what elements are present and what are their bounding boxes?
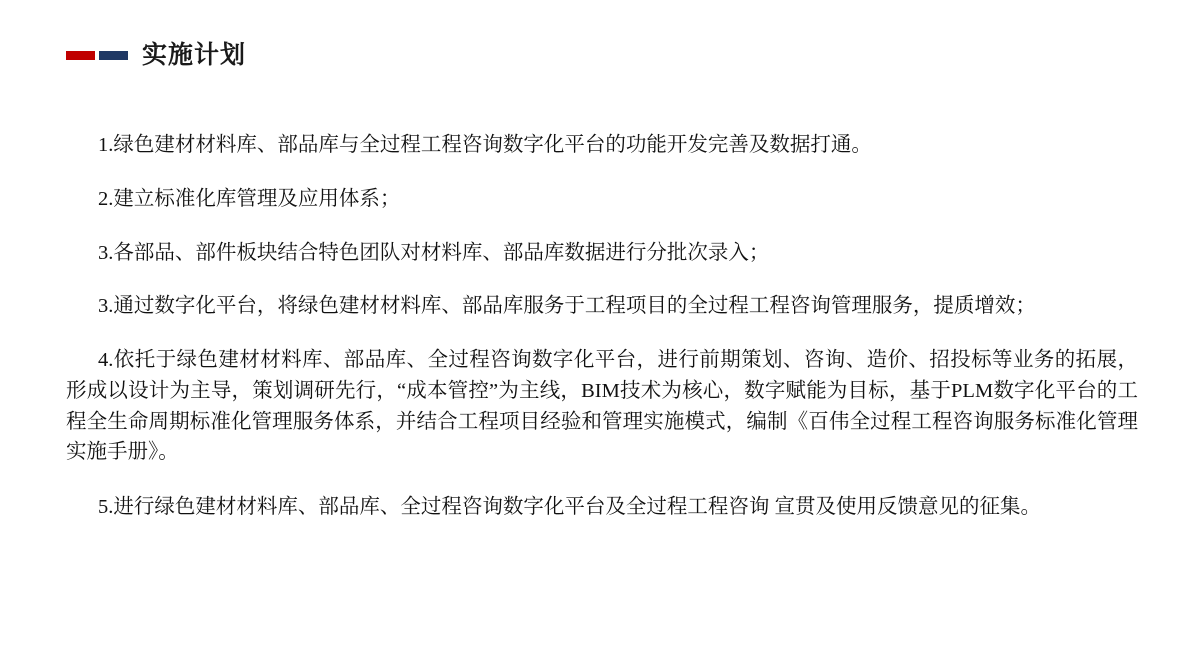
paragraph-2: 2.建立标准化库管理及应用体系； [98,187,401,210]
paragraph-3: 3.各部品、部件板块结合特色团队对材料库、部品库数据进行分批次录入； [98,241,770,264]
accent-bars [66,51,128,60]
paragraph-4: 3.通过数字化平台，将绿色建材材料库、部品库服务于工程项目的全过程工程咨询管理服务，提质增效； [98,295,1036,318]
paragraph-5: 4.依托于绿色建材材料库、部品库、全过程咨询数字化平台，进行前期策划、咨询、造价、招投标等业务的拓展，形成以设计为主导，策划调研先行，“成本管控”为主线，BIM技术为核心，数字赋能为目标，基于PLM数字化平台的工程全生命周期标准化管理服务体系，并结合工程项目经验和管理实施模式，编制《百伟全过程工程咨询服务标准化管理实施手册》。 [66,349,1138,464]
blue-bar-icon [99,51,128,60]
paragraph-1: 1.绿色建材材料库、部品库与全过程工程咨询数字化平台的功能开发完善及数据打通。 [98,134,872,156]
red-bar-icon [66,51,95,60]
paragraph-6: 5.进行绿色建材材料库、部品库、全过程咨询数字化平台及全过程工程咨询 宣贯及使用反馈意见的征集。 [98,496,1041,518]
body-content [66,130,1138,523]
slide-header [66,38,246,72]
page-title: 实施计划 [142,40,247,69]
